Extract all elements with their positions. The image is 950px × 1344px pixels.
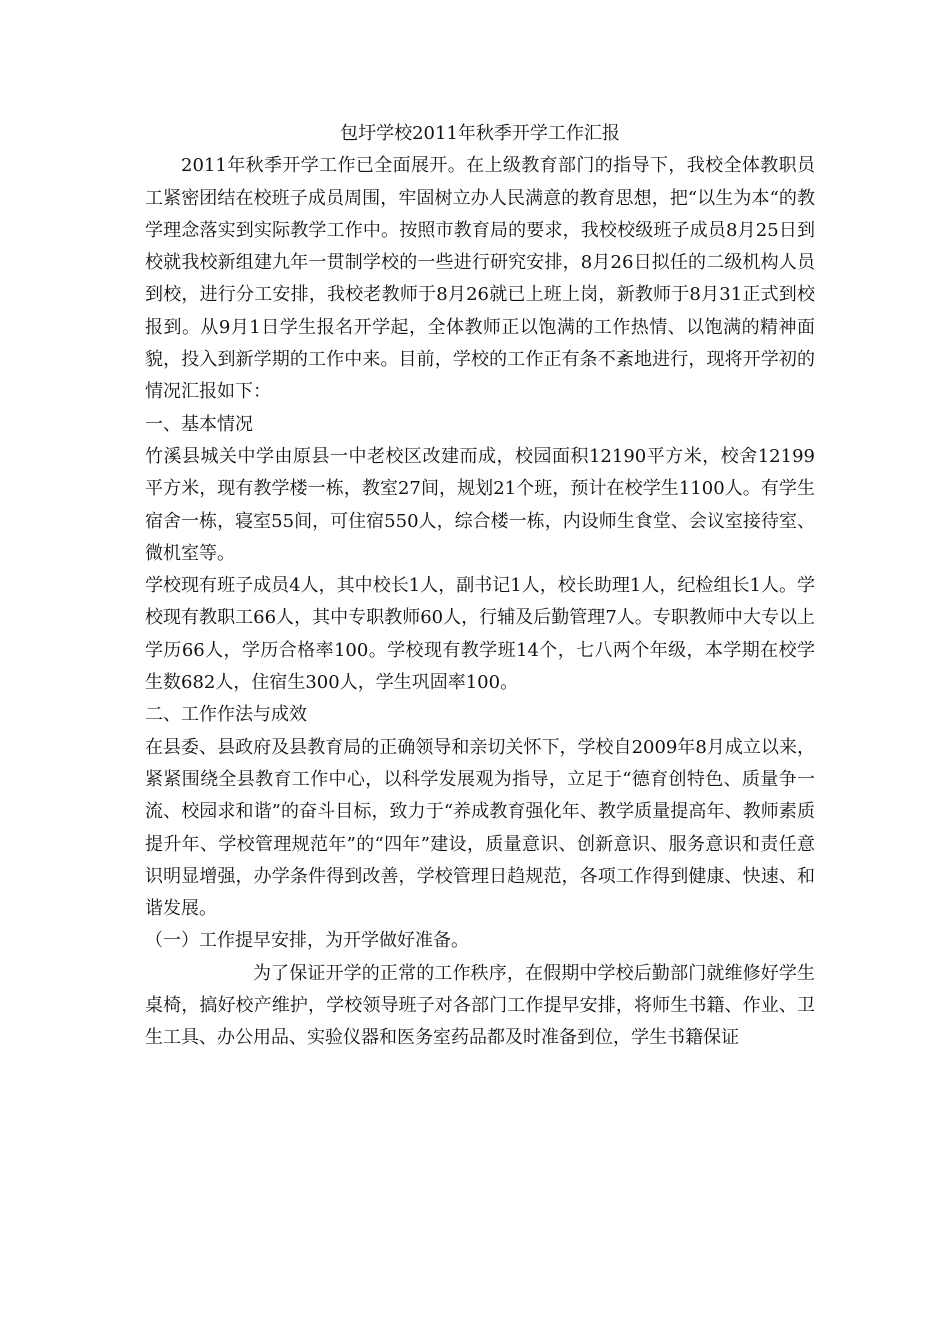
document-body xyxy=(145,118,815,1055)
paragraph-intro: 2011年秋季开学工作已全面展开。在上级教育部门的指导下，我校全体教职员工紧密团结在校班子成员周围，牢固树立办人民满意的教育思想，把“以生为本“的教学理念落实到实际教学工作中。按照市教育局的要求，我校校级班子成员8月25日到校就我校新组建九年一贯制学校的一些进行研究安排，8月26日拟任的二级机构人员到校，进行分工安排，我校老教师于8月26就已上班上岗，新教师于8月31正式到校报到。从9月1日学生报名开学起，全体教师正以饱满的工作热情、以饱满的精神面貌，投入到新学期的工作中来。目前，学校的工作正有条不紊地进行，现将开学初的情况汇报如下： xyxy=(145,155,815,403)
section-heading-basic: 一、基本情况 xyxy=(145,413,253,435)
paragraph-prep: 为了保证开学的正常的工作秩序，在假期中学校后勤部门就维修好学生桌椅，搞好校产维护，学校领导班子对各部门工作提早安排，将师生书籍、作业、卫生工具、办公用品、实验仪器和医务室药品都及时准备到位，学生书籍保证 xyxy=(145,962,815,1049)
paragraph-staff: 学校现有班子成员4人，其中校长1人，副书记1人，校长助理1人，纪检组长1人。学校现有教职工66人，其中专职教师60人，行辅及后勤管理7人。专职教师中大专以上学历66人，学历合格率100。学校现有教学班14个，七八两个年级，本学期在校学生数682人，住宿生300人，学生巩固率100。 xyxy=(145,575,815,694)
document-title: 包圩学校2011年秋季开学工作汇报 xyxy=(340,123,620,144)
subsection-heading-prep: （一）工作提早安排，为开学做好准备。 xyxy=(145,930,469,952)
section-heading-methods: 二、工作作法与成效 xyxy=(145,704,307,726)
paragraph-achievements: 在县委、县政府及县教育局的正确领导和亲切关怀下，学校自2009年8月成立以来，紧紧围绕全县教育工作中心，以科学发展观为指导，立足于“德育创特色、质量争一流、校园求和谐”的奋斗目标，致力于“养成教育强化年、教学质量提高年、教师素质提升年、学校管理规范年”的“四年”建设，质量意识、创新意识、服务意识和责任意识明显增强，办学条件得到改善，学校管理日趋规范，各项工作得到健康、快速、和谐发展。 xyxy=(145,736,815,920)
paragraph-campus: 竹溪县城关中学由原县一中老校区改建而成，校园面积12190平方米，校舍12199平方米，现有教学楼一栋，教室27间，规划21个班，预计在校学生1100人。有学生宿舍一栋，寝室55间，可住宿550人，综合楼一栋，内设师生食堂、会议室接待室、微机室等。 xyxy=(145,445,815,564)
